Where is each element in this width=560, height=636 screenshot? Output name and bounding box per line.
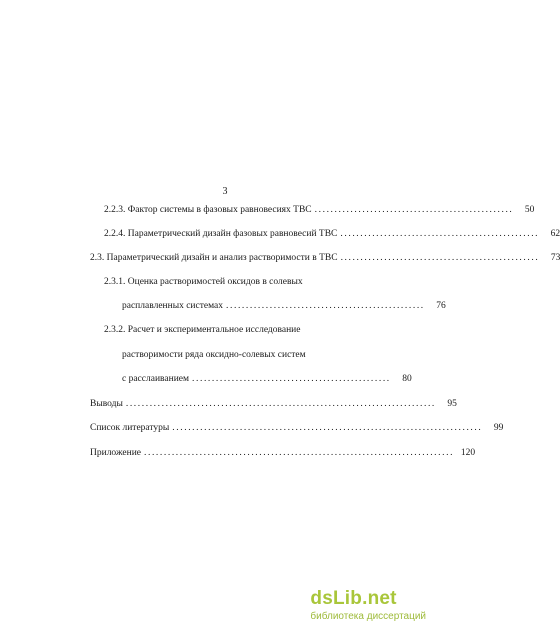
toc-entry-title: Выводы bbox=[90, 399, 123, 409]
toc-entry-page: 73 bbox=[550, 253, 560, 263]
toc-leader-dots: .................................................. bbox=[226, 301, 425, 311]
toc-entry bbox=[122, 372, 412, 386]
toc-entry-page: 76 bbox=[436, 301, 446, 311]
toc-entry-title: Приложение bbox=[90, 448, 141, 458]
toc-entry-page: 99 bbox=[493, 423, 504, 433]
toc-leader-dots: .............................................................................. bbox=[144, 448, 455, 458]
toc-entry bbox=[90, 421, 504, 435]
toc-leader-dots: .................................................. bbox=[314, 205, 514, 215]
toc-entry bbox=[90, 251, 560, 265]
toc-entry-page: 120 bbox=[460, 448, 476, 458]
toc-leader-dots: .................................................. bbox=[192, 374, 391, 384]
toc-leader-dots: .................................................. bbox=[340, 229, 540, 239]
toc-leader-dots: .............................................................................. bbox=[125, 399, 436, 409]
toc-entry bbox=[122, 299, 446, 313]
dslib-watermark bbox=[310, 588, 426, 622]
toc-entry-title: Список литературы bbox=[90, 423, 170, 433]
toc-entry-title: с расслаиванием bbox=[122, 374, 190, 384]
toc-entry-page: 80 bbox=[402, 374, 412, 384]
toc-leader-dots: .............................................................................. bbox=[172, 423, 483, 433]
toc-entry-line: 2.3.2. Расчет и экспериментальное исследование bbox=[104, 325, 301, 335]
toc-entry-title: расплавленных системах bbox=[122, 301, 224, 311]
toc-entry-page: 95 bbox=[447, 399, 457, 409]
watermark-subtitle: библиотека диссертаций bbox=[310, 611, 426, 622]
watermark-logo: dsLib.net bbox=[310, 588, 397, 609]
toc-entry-page: 62 bbox=[550, 229, 560, 239]
toc-entry-line: 2.3.1. Оценка растворимостей оксидов в солевых bbox=[104, 277, 303, 287]
toc-entry-title: 2.3. Параметрический дизайн и анализ растворимости в ТВС bbox=[90, 253, 338, 263]
toc-entry-line: растворимости ряда оксидно-солевых систем bbox=[122, 350, 306, 360]
toc-entry bbox=[90, 397, 457, 411]
toc-entry-page: 50 bbox=[524, 205, 535, 215]
toc-entry-title: 2.2.4. Параметрический дизайн фазовых равновесий ТВС bbox=[104, 229, 338, 239]
toc-entry bbox=[90, 446, 476, 460]
page-number: 3 bbox=[222, 186, 228, 197]
toc-entry bbox=[104, 227, 560, 241]
toc-leader-dots: .................................................. bbox=[340, 253, 540, 263]
toc-entry-title: 2.2.3. Фактор системы в фазовых равновесиях ТВС bbox=[104, 205, 312, 215]
toc-entry bbox=[104, 203, 535, 217]
